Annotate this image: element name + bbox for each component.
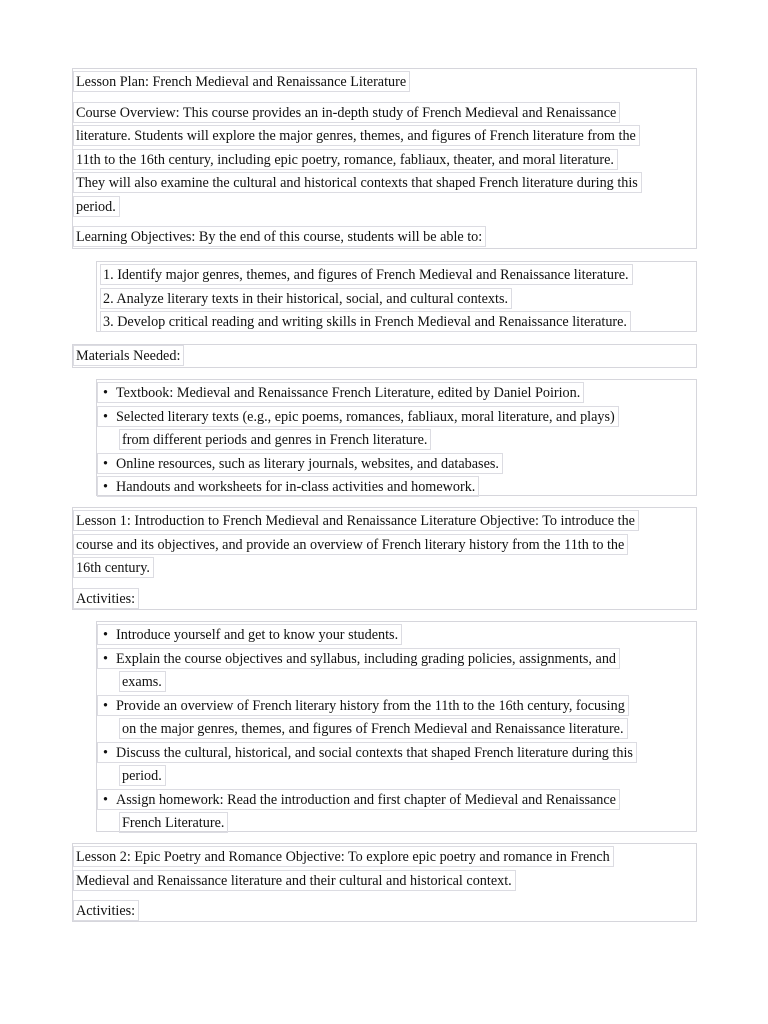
list-item-text xyxy=(97,695,629,716)
list-item-text xyxy=(119,718,628,739)
list-item-label: period. xyxy=(122,768,162,784)
list-item-text xyxy=(97,624,402,645)
list-item-text xyxy=(119,812,228,833)
text-line xyxy=(73,534,696,558)
text-line xyxy=(73,172,696,196)
list-item-text xyxy=(97,648,620,669)
bullet-icon: • xyxy=(103,744,108,761)
list-item xyxy=(97,624,696,648)
text-line xyxy=(73,846,696,870)
list-item xyxy=(97,695,696,719)
list-item-label: Explain the course objectives and syllabus, including grading policies, assignments, and xyxy=(116,650,617,667)
list-item-text xyxy=(100,264,633,285)
bullet-icon: • xyxy=(103,408,108,425)
text-line-content: period. xyxy=(73,196,120,217)
text-line xyxy=(73,149,696,173)
list-item-text xyxy=(97,406,619,427)
text-line-content: Activities: xyxy=(73,900,139,921)
bullet-icon: • xyxy=(103,455,108,472)
text-line xyxy=(73,71,696,95)
paragraph xyxy=(73,588,696,612)
list-item-text xyxy=(97,789,620,810)
list-item-label: French Literature. xyxy=(122,815,225,831)
text-line-content: Materials Needed: xyxy=(73,345,184,366)
text-line-content: 16th century. xyxy=(73,557,154,578)
list-item xyxy=(97,382,696,406)
text-line xyxy=(73,125,696,149)
list-item-label: Textbook: Medieval and Renaissance French Literature, edited by Daniel Poirion. xyxy=(116,385,581,401)
text-line-content: They will also examine the cultural and historical contexts that shaped French literature during this xyxy=(73,172,642,193)
lesson-2-section xyxy=(72,843,697,922)
list-item-label: 3. Develop critical reading and writing skills in French Medieval and Renaissance literature. xyxy=(103,314,627,330)
list-item xyxy=(97,406,696,430)
materials-list xyxy=(96,379,697,496)
text-line-content: literature. Students will explore the major genres, themes, and figures of French literature from the xyxy=(73,125,640,146)
list-item xyxy=(97,812,696,836)
learning-objectives-list xyxy=(96,261,697,332)
list-item xyxy=(97,789,696,813)
list-item-label: 2. Analyze literary texts in their historical, social, and cultural contexts. xyxy=(103,290,509,307)
list-item-text xyxy=(97,476,479,497)
text-line xyxy=(73,870,696,894)
list-item xyxy=(97,671,696,695)
bullet-icon: • xyxy=(103,791,108,808)
lesson-1-activities-list xyxy=(96,621,697,832)
list-item xyxy=(97,288,696,312)
text-line-content: Activities: xyxy=(73,588,139,609)
list-item xyxy=(97,476,696,500)
paragraph xyxy=(73,900,696,924)
text-line-content: Lesson 2: Epic Poetry and Romance Objective: To explore epic poetry and romance in French xyxy=(73,846,614,867)
text-line xyxy=(73,510,696,534)
lesson-1-section xyxy=(72,507,697,610)
text-line-content: course and its objectives, and provide an overview of French literary history from the 11th to the xyxy=(73,534,628,555)
text-line xyxy=(73,557,696,581)
paragraph xyxy=(73,345,696,369)
list-item-label: Handouts and worksheets for in-class activities and homework. xyxy=(116,479,476,495)
list-item xyxy=(97,429,696,453)
bullet-icon: • xyxy=(103,627,108,643)
list-item-text xyxy=(119,671,166,692)
paragraph xyxy=(73,846,696,893)
text-line xyxy=(73,900,696,924)
list-item-text xyxy=(119,765,166,786)
list-item xyxy=(97,718,696,742)
text-line-content: Lesson 1: Introduction to French Medieval and Renaissance Literature Objective: To introduce the xyxy=(73,510,639,531)
materials-heading-section xyxy=(72,344,697,368)
list-item xyxy=(97,742,696,766)
list-item xyxy=(97,311,696,335)
text-line-content: Course Overview: This course provides an in-depth study of French Medieval and Renaissance xyxy=(73,102,620,123)
list-item xyxy=(97,765,696,789)
bullet-icon: • xyxy=(103,697,108,714)
list-item-text xyxy=(97,742,637,763)
list-item-label: Selected literary texts (e.g., epic poems, romances, fabliaux, moral literature, and plays) xyxy=(116,408,615,425)
list-item xyxy=(97,648,696,672)
list-item-text xyxy=(119,429,431,450)
list-item-label: exams. xyxy=(122,674,162,690)
list-item xyxy=(97,264,696,288)
list-item-label: Introduce yourself and get to know your students. xyxy=(116,627,399,643)
list-item-label: Discuss the cultural, historical, and social contexts that shaped French literature during this xyxy=(116,744,633,761)
list-item-label: 1. Identify major genres, themes, and figures of French Medieval and Renaissance literature. xyxy=(103,267,629,283)
text-line-content: Medieval and Renaissance literature and their cultural and historical context. xyxy=(73,870,516,891)
list-item-text xyxy=(97,382,584,403)
list-item-label: Provide an overview of French literary history from the 11th to the 16th century, focusing xyxy=(116,697,625,714)
list-item xyxy=(97,453,696,477)
list-item-label: from different periods and genres in French literature. xyxy=(122,432,428,448)
bullet-icon: • xyxy=(103,385,108,401)
text-line-content: Lesson Plan: French Medieval and Renaissance Literature xyxy=(73,71,410,92)
text-line xyxy=(73,226,696,250)
list-item-text xyxy=(100,288,512,309)
bullet-icon: • xyxy=(103,479,108,495)
text-line xyxy=(73,345,696,369)
list-item-label: Assign homework: Read the introduction and first chapter of Medieval and Renaissance xyxy=(116,791,616,808)
list-item-label: on the major genres, themes, and figures of French Medieval and Renaissance literature. xyxy=(122,721,624,737)
paragraph xyxy=(73,510,696,581)
list-item-text xyxy=(100,311,631,332)
text-line xyxy=(73,588,696,612)
paragraph xyxy=(73,71,696,95)
list-item-text xyxy=(97,453,503,474)
text-line xyxy=(73,196,696,220)
list-item-label: Online resources, such as literary journals, websites, and databases. xyxy=(116,455,499,472)
course-overview-section xyxy=(72,68,697,249)
bullet-icon: • xyxy=(103,650,108,667)
paragraph xyxy=(73,102,696,220)
text-line-content: 11th to the 16th century, including epic poetry, romance, fabliaux, theater, and moral literature. xyxy=(73,149,618,170)
text-line-content: Learning Objectives: By the end of this course, students will be able to: xyxy=(73,226,486,247)
paragraph xyxy=(73,226,696,250)
text-line xyxy=(73,102,696,126)
